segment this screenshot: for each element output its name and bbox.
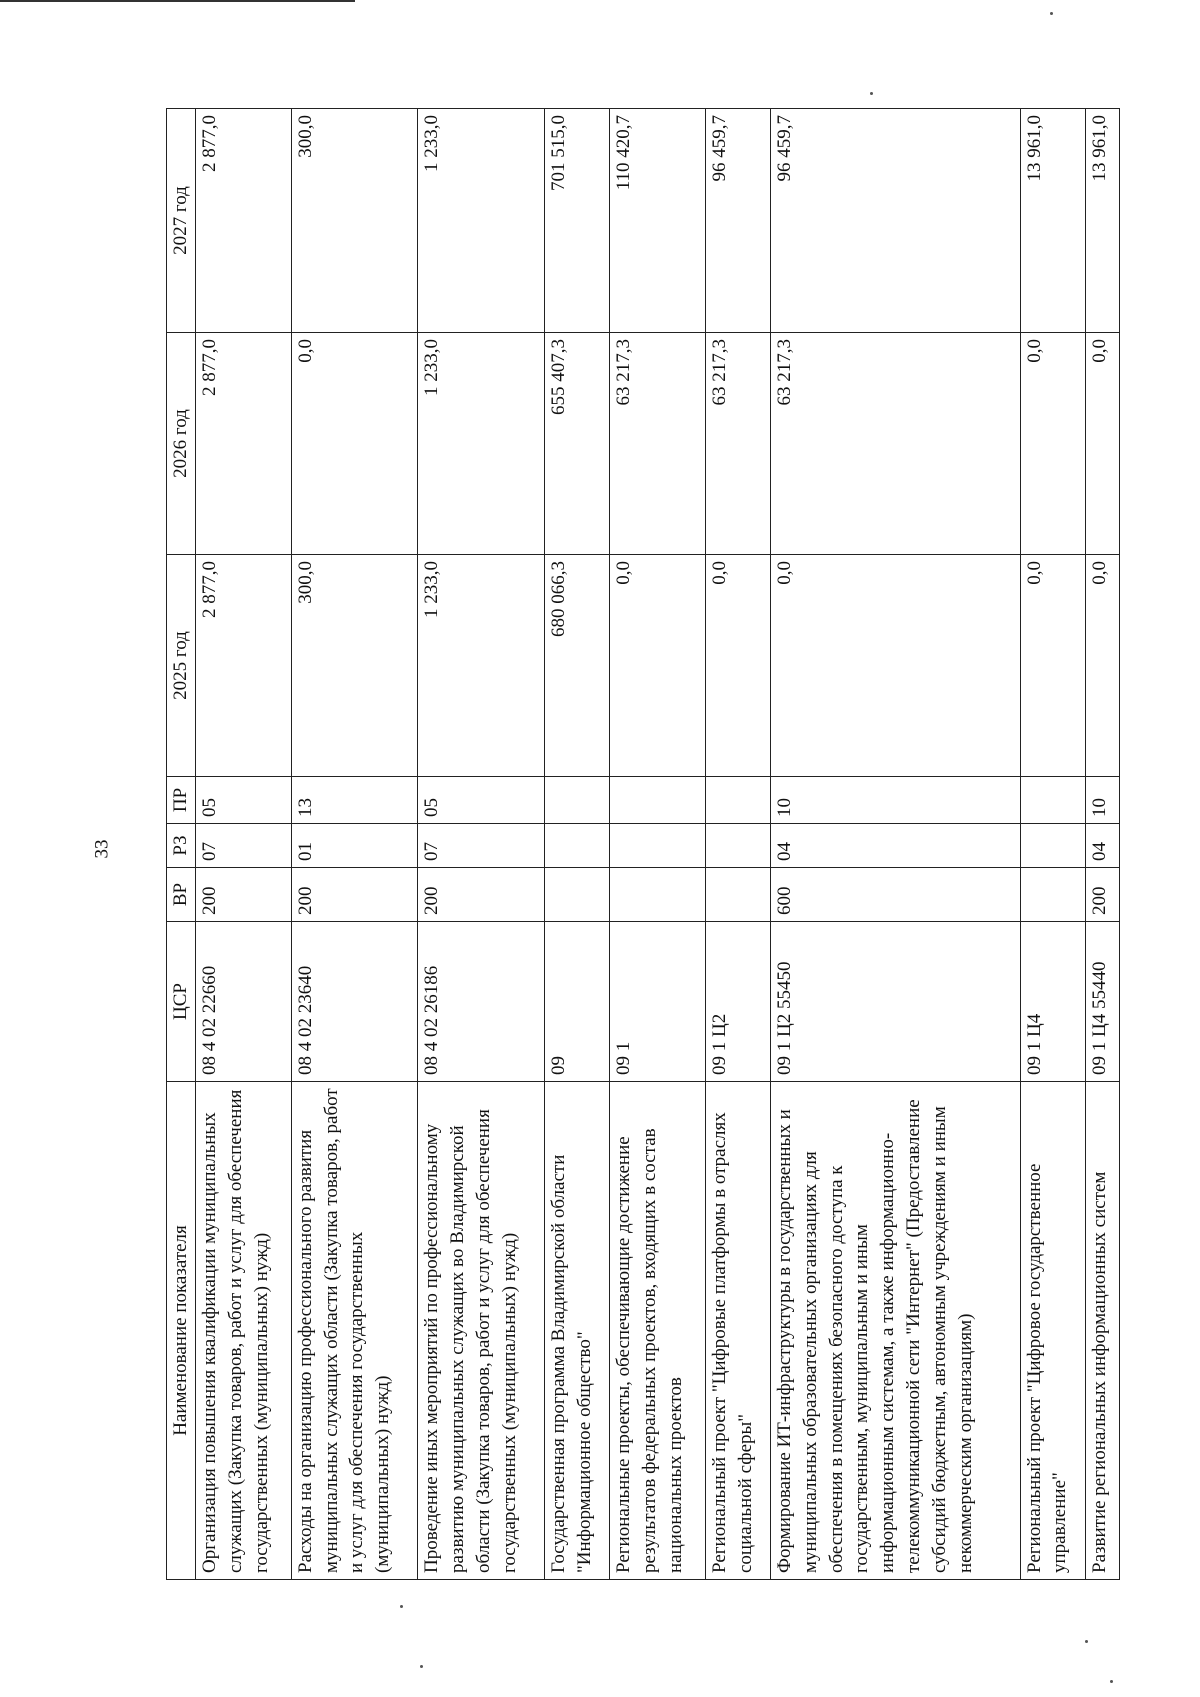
table-row	[705, 109, 770, 1580]
cell-vr: 200	[418, 868, 545, 922]
cell-y2025: 300,0	[291, 555, 418, 777]
cell-y2025: 1 233,0	[418, 555, 545, 777]
cell-pr: 13	[291, 777, 418, 824]
cell-y2027: 701 515,0	[544, 109, 609, 333]
scan-speck	[1110, 1680, 1113, 1683]
cell-vr	[610, 868, 706, 922]
cell-y2025: 0,0	[705, 555, 770, 777]
scan-speck	[1050, 12, 1053, 15]
cell-rz: 04	[770, 824, 1020, 868]
cell-y2025: 0,0	[1085, 555, 1119, 777]
cell-name: Организация повышения квалификации муниципальных служащих (Закупка товаров, работ и услуг для обеспечения государственных (муниципальных) нужд)	[196, 1082, 292, 1580]
table-row	[418, 109, 545, 1580]
cell-rz: 01	[291, 824, 418, 868]
cell-y2026: 0,0	[1020, 333, 1085, 555]
cell-rz	[705, 824, 770, 868]
cell-name: Государственная программа Владимирской области "Информационное общество"	[544, 1082, 609, 1580]
cell-y2027: 96 459,7	[770, 109, 1020, 333]
cell-vr: 200	[196, 868, 292, 922]
table-row	[610, 109, 706, 1580]
cell-rz	[1020, 824, 1085, 868]
cell-rz: 04	[1085, 824, 1119, 868]
header-rz: РЗ	[167, 824, 196, 868]
scan-edge-line	[0, 0, 355, 2]
cell-pr: 05	[418, 777, 545, 824]
cell-name: Региональный проект "Цифровые платформы в отраслях социальной сферы"	[705, 1082, 770, 1580]
cell-vr	[705, 868, 770, 922]
cell-vr	[544, 868, 609, 922]
cell-vr: 600	[770, 868, 1020, 922]
table-row	[544, 109, 609, 1580]
scan-speck	[420, 1665, 423, 1668]
cell-name: Проведение иных мероприятий по профессиональному развитию муниципальных служащих во Владимирской области (Закупка товаров, работ и услуг для обеспечения государственных (муниципальных) нужд)	[418, 1082, 545, 1580]
header-2027: 2027 год	[167, 109, 196, 333]
cell-y2027: 13 961,0	[1085, 109, 1119, 333]
budget-table-container	[166, 109, 1120, 1580]
cell-vr	[1020, 868, 1085, 922]
cell-y2027: 1 233,0	[418, 109, 545, 333]
cell-rz: 07	[196, 824, 292, 868]
cell-y2026: 0,0	[1085, 333, 1119, 555]
table-row	[291, 109, 418, 1580]
table-row	[1020, 109, 1085, 1580]
scan-speck	[870, 92, 873, 95]
cell-y2025: 0,0	[1020, 555, 1085, 777]
header-name: Наименование показателя	[167, 1082, 196, 1580]
cell-pr: 05	[196, 777, 292, 824]
cell-csr: 08 4 02 23640	[291, 922, 418, 1082]
cell-pr	[544, 777, 609, 824]
cell-y2027: 13 961,0	[1020, 109, 1085, 333]
cell-csr: 09	[544, 922, 609, 1082]
header-vr: ВР	[167, 868, 196, 922]
cell-y2027: 2 877,0	[196, 109, 292, 333]
cell-y2025: 680 066,3	[544, 555, 609, 777]
cell-rz: 07	[418, 824, 545, 868]
cell-name: Региональный проект "Цифровое государственное управление"	[1020, 1082, 1085, 1580]
cell-y2026: 2 877,0	[196, 333, 292, 555]
cell-y2026: 655 407,3	[544, 333, 609, 555]
table-row	[196, 109, 292, 1580]
cell-csr: 09 1 Ц2 55450	[770, 922, 1020, 1082]
table-row	[770, 109, 1020, 1580]
page-number: 33	[91, 839, 113, 859]
scan-speck	[1085, 1640, 1088, 1643]
budget-table	[166, 108, 1120, 1580]
header-2025: 2025 год	[167, 555, 196, 777]
cell-name: Региональные проекты, обеспечивающие достижение результатов федеральных проектов, входящих в состав национальных проектов	[610, 1082, 706, 1580]
header-pr: ПР	[167, 777, 196, 824]
cell-y2027: 96 459,7	[705, 109, 770, 333]
cell-pr	[610, 777, 706, 824]
header-2026: 2026 год	[167, 333, 196, 555]
table-body	[196, 109, 1120, 1580]
cell-y2026: 63 217,3	[770, 333, 1020, 555]
cell-rz	[544, 824, 609, 868]
cell-rz	[610, 824, 706, 868]
cell-vr: 200	[1085, 868, 1119, 922]
cell-y2026: 1 233,0	[418, 333, 545, 555]
cell-pr: 10	[1085, 777, 1119, 824]
cell-csr: 09 1	[610, 922, 706, 1082]
cell-pr	[1020, 777, 1085, 824]
table-header-row	[167, 109, 196, 1580]
cell-y2026: 63 217,3	[610, 333, 706, 555]
cell-vr: 200	[291, 868, 418, 922]
scan-speck	[400, 1605, 403, 1608]
cell-y2025: 0,0	[770, 555, 1020, 777]
cell-csr: 08 4 02 22660	[196, 922, 292, 1082]
cell-y2026: 63 217,3	[705, 333, 770, 555]
cell-y2026: 0,0	[291, 333, 418, 555]
cell-csr: 09 1 Ц4 55440	[1085, 922, 1119, 1082]
cell-csr: 09 1 Ц2	[705, 922, 770, 1082]
cell-name: Формирование ИТ-инфраструктуры в государственных и муниципальных образовательных организациях для обеспечения в помещениях безопасного доступа к государственным, муниципальным и иным информационным системам, а также информационно-телекоммуникационной сети "Интернет" (Предоставление субсидий бюджетным, автономным учреждениям и иным некоммерческим организациям)	[770, 1082, 1020, 1580]
cell-y2025: 0,0	[610, 555, 706, 777]
cell-y2027: 110 420,7	[610, 109, 706, 333]
cell-name: Расходы на организацию профессионального развития муниципальных служащих области (Закупка товаров, работ и услуг для обеспечения государственных (муниципальных) нужд)	[291, 1082, 418, 1580]
cell-pr	[705, 777, 770, 824]
cell-y2027: 300,0	[291, 109, 418, 333]
header-csr: ЦСР	[167, 922, 196, 1082]
table-row	[1085, 109, 1119, 1580]
cell-csr: 08 4 02 26186	[418, 922, 545, 1082]
cell-csr: 09 1 Ц4	[1020, 922, 1085, 1082]
cell-pr: 10	[770, 777, 1020, 824]
cell-name: Развитие региональных информационных систем	[1085, 1082, 1119, 1580]
cell-y2025: 2 877,0	[196, 555, 292, 777]
